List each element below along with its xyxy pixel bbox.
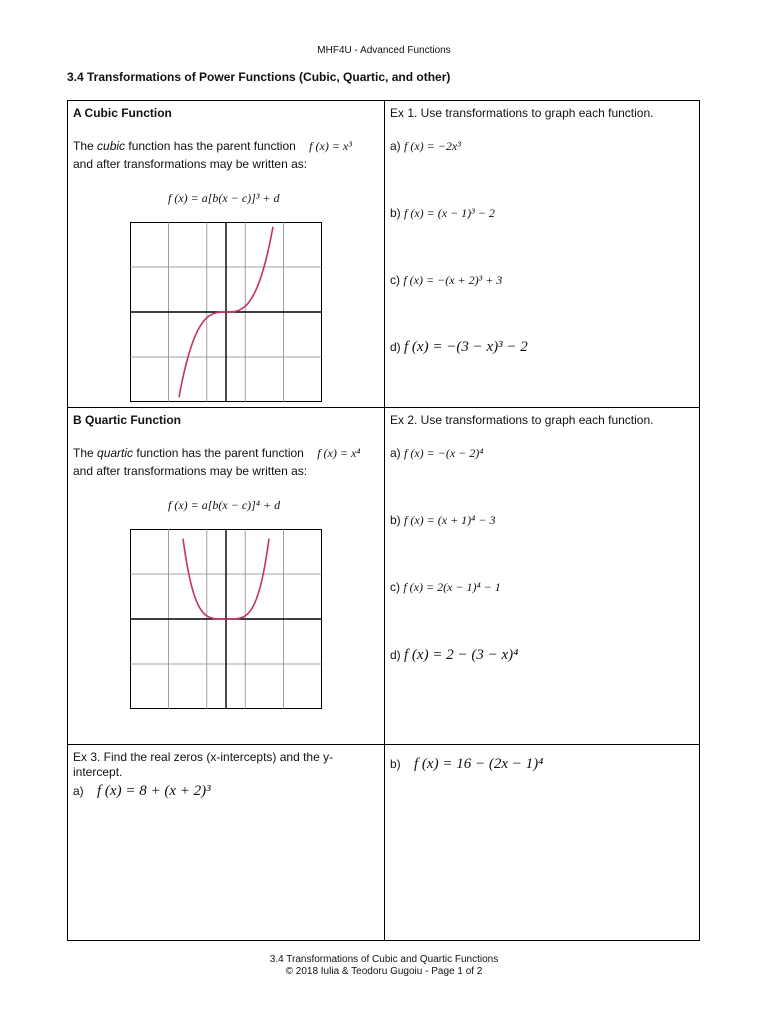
cubic-graph (130, 222, 322, 402)
ex2-item-a: a) f (x) = −(x − 2)⁴ (390, 446, 484, 460)
page-footer (0, 954, 768, 978)
cubic-line2: and after transformations may be written as: (73, 157, 308, 171)
ex3-item-b: b) f (x) = 16 − (2x − 1)⁴ (390, 756, 544, 772)
quartic-line2: and after transformations may be written as: (73, 464, 308, 478)
row-divider-2 (67, 744, 700, 745)
ex2-item-c: c) f (x) = 2(x − 1)⁴ − 1 (390, 580, 501, 594)
ex1-item-c: c) f (x) = −(x + 2)³ + 3 (390, 273, 503, 287)
quartic-general-form: f (x) = a[b(x − c)]⁴ + d (168, 498, 281, 512)
ex2-heading: Ex 2. Use transformations to graph each function. (390, 413, 654, 427)
page-title: 3.4 Transformations of Power Functions (Cubic, Quartic, and other) (67, 70, 451, 84)
cubic-general-form: f (x) = a[b(x − c)]³ + d (168, 191, 280, 205)
ex2-item-d: d) f (x) = 2 − (3 − x)⁴ (390, 647, 519, 663)
page-header: MHF4U - Advanced Functions (317, 45, 451, 56)
quartic-intro: The quartic function has the parent function f (x) = x⁴ (73, 446, 361, 460)
quartic-parent-function: f (x) = x⁴ (317, 446, 361, 460)
ex2-item-b: b) f (x) = (x + 1)⁴ − 3 (390, 513, 496, 527)
footer-line1: 3.4 Transformations of Cubic and Quartic Functions (269, 954, 499, 965)
ex1-item-d: d) f (x) = −(3 − x)³ − 2 (390, 339, 528, 355)
row-divider-1 (67, 407, 700, 408)
ex1-item-a: a) f (x) = −2x³ (390, 139, 461, 153)
column-divider (384, 100, 385, 941)
cubic-parent-function: f (x) = x³ (309, 139, 352, 153)
ex1-item-b: b) f (x) = (x − 1)³ − 2 (390, 206, 495, 220)
ex3-item-a: a) f (x) = 8 + (x + 2)³ (73, 783, 211, 799)
cubic-intro: The cubic function has the parent function f (x) = x³ (73, 139, 352, 153)
cubic-heading: A Cubic Function (73, 106, 172, 120)
quartic-graph (130, 529, 322, 709)
quartic-heading: B Quartic Function (73, 413, 181, 427)
ex1-heading: Ex 1. Use transformations to graph each function. (390, 106, 654, 120)
footer-line2: © 2018 Iulia & Teodoru Gugoiu - Page 1 of 2 (285, 966, 483, 977)
ex3-heading: Ex 3. Find the real zeros (x-intercepts) and the y-intercept. (73, 750, 334, 779)
